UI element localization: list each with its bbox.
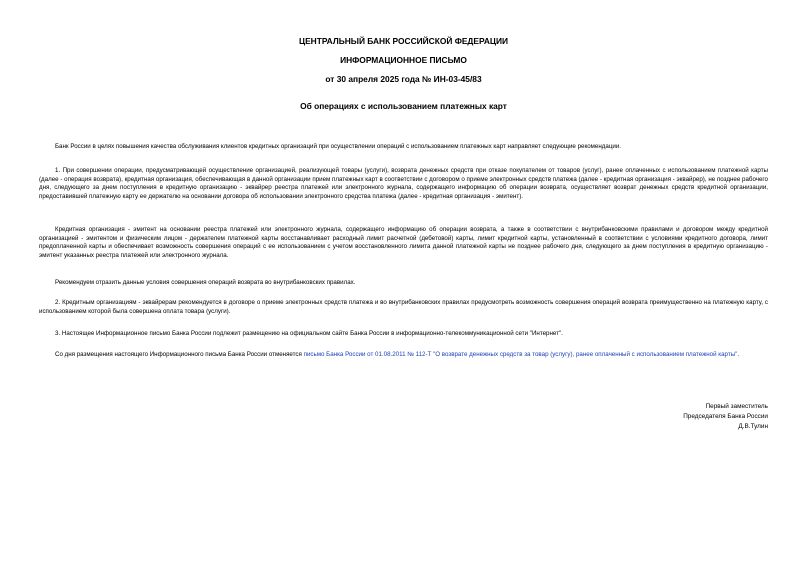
signatory-name: Д.В.Тулин bbox=[738, 423, 768, 430]
paragraph-item-2: 2. Кредитным организациям - эквайрерам рекомендуется в договоре о приеме электронных средств платежа и во внутрибанковских правилах предусмотреть возможность совершения операций возврата преимущественно на платежную карту, с использованием которой была совершена оплата товара (услуги). bbox=[39, 299, 768, 315]
document-subject: Об операциях с использованием платежных карт bbox=[300, 101, 507, 111]
cancelled-letter-link[interactable]: письмо Банка России от 01.08.2011 № 112-Т "О возврате денежных средств за товар (услугу), ранее оплаченный с использованием платежной карты" bbox=[303, 351, 738, 358]
signature-block bbox=[683, 402, 768, 432]
final-suffix: . bbox=[737, 351, 740, 358]
organization-title: ЦЕНТРАЛЬНЫЙ БАНК РОССИЙСКОЙ ФЕДЕРАЦИИ bbox=[298, 36, 509, 46]
signatory-position-line1: Первый заместитель bbox=[705, 403, 768, 410]
document-date-number: от 30 апреля 2025 года № ИН-03-45/83 bbox=[325, 74, 482, 84]
paragraph-item-1: 1. При совершении операции, предусматривающей осуществление организацией, реализующей товары (услуги), возврата денежных средств при отказе покупателем от товаров (услуг), ранее оплаченных с использованием платежной карты (далее - операция возврата), кредитная организация, обеспечивающая в данной организации прием платежных карт в соответствии с договором о приеме электронных средств платежа (далее - кредитная организация - эквайрер), не позднее рабочего дня, следующего за днем поступления в кредитную организацию - эквайрер реестра платежей или электронного журнала, содержащего информацию об операции возврата, осуществляет возврат денежных средств кредитной организации, предоставившей платежную карту ее держателю на основании договора об использовании электронного средства платежа (далее - кредитная организация - эмитент). bbox=[39, 167, 768, 200]
intro-paragraph: Банк России в целях повышения качества обслуживания клиентов кредитных организаций при осуществлении операций с использованием платежных карт направляет следующие рекомендации. bbox=[55, 143, 622, 150]
paragraph-item-3: 3. Настоящее Информационное письмо Банка России подлежит размещению на официальном сайте Банка России в информационно-телекоммуникационной сети "Интернет". bbox=[55, 330, 563, 337]
recommendation-paragraph: Рекомендуем отразить данные условия совершения операций возврата во внутрибанковских правилах. bbox=[55, 279, 356, 286]
paragraph-item-1-continued: Кредитная организация - эмитент на основании реестра платежей или электронного журнала, содержащего информацию об операции возврата, а также в соответствии с внутрибанковскими правилами и договором между кредитной организацией - эмитентом и физическим лицом - держателем платежной карты восстанавливает расходный лимит расчетной (дебетовой) карты, лимит кредитной карты, установленный в соответствии с условиями кредитного договора, лимит предоплаченной карты и обеспечивает возможность совершения операций с ее использованием с учетом восстановленного лимита данной платежной карты не позднее рабочего дня, следующего за днем поступления в кредитную организацию - эмитент указанных реестра платежей или электронного журнала. bbox=[39, 226, 768, 259]
signatory-position-line2: Председателя Банка России bbox=[683, 413, 768, 420]
final-paragraph bbox=[39, 351, 768, 360]
document-type: ИНФОРМАЦИОННОЕ ПИСЬМО bbox=[340, 55, 467, 65]
final-prefix: Со дня размещения настоящего Информационного письма Банка России отменяется bbox=[55, 351, 304, 358]
